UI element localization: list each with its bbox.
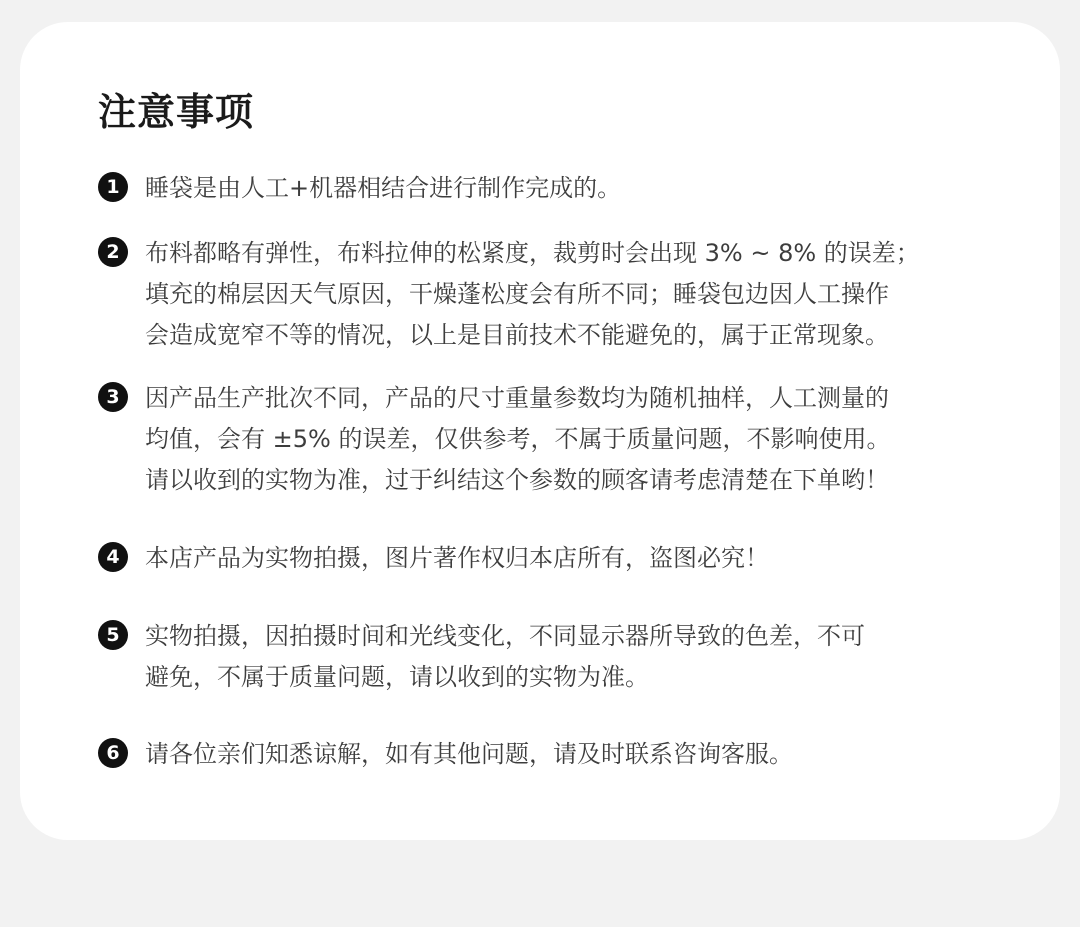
number-badge-1: 1 — [98, 172, 128, 202]
number-badge-2: 2 — [98, 237, 128, 267]
number-badge-4: 4 — [98, 542, 128, 572]
number-badge-3: 3 — [98, 382, 128, 412]
notice-text-2: 布料都略有弹性，布料拉伸的松紧度，裁剪时会出现 3% ~ 8% 的误差； 填充的棉层因天气原因，干燥蓬松度会有所不同；睡袋包边因人工操作 会造成宽窄不等的情况，以上是目前技术不能避免的，属于正常现象。 — [145, 239, 920, 349]
notice-text-3: 因产品生产批次不同，产品的尺寸重量参数均为随机抽样，人工测量的 均值，会有 ±5% 的误差，仅供参考，不属于质量问题，不影响使用。 请以收到的实物为准，过于纠结这个参数的顾客请考虑清楚在下单哟！ — [145, 384, 891, 494]
number-badge-6: 6 — [98, 738, 128, 768]
number-badge-5: 5 — [98, 620, 128, 650]
notice-text-5: 实物拍摄，因拍摄时间和光线变化，不同显示器所导致的色差，不可 避免，不属于质量问题，请以收到的实物为准。 — [145, 622, 865, 691]
notice-text-4: 本店产品为实物拍摄，图片著作权归本店所有，盗图必究！ — [145, 544, 769, 572]
notice-text-6: 请各位亲们知悉谅解，如有其他问题，请及时联系咨询客服。 — [145, 740, 793, 768]
notice-text-1: 睡袋是由人工+机器相结合进行制作完成的。 — [145, 174, 622, 202]
notice-title: 注意事项 — [98, 90, 255, 134]
